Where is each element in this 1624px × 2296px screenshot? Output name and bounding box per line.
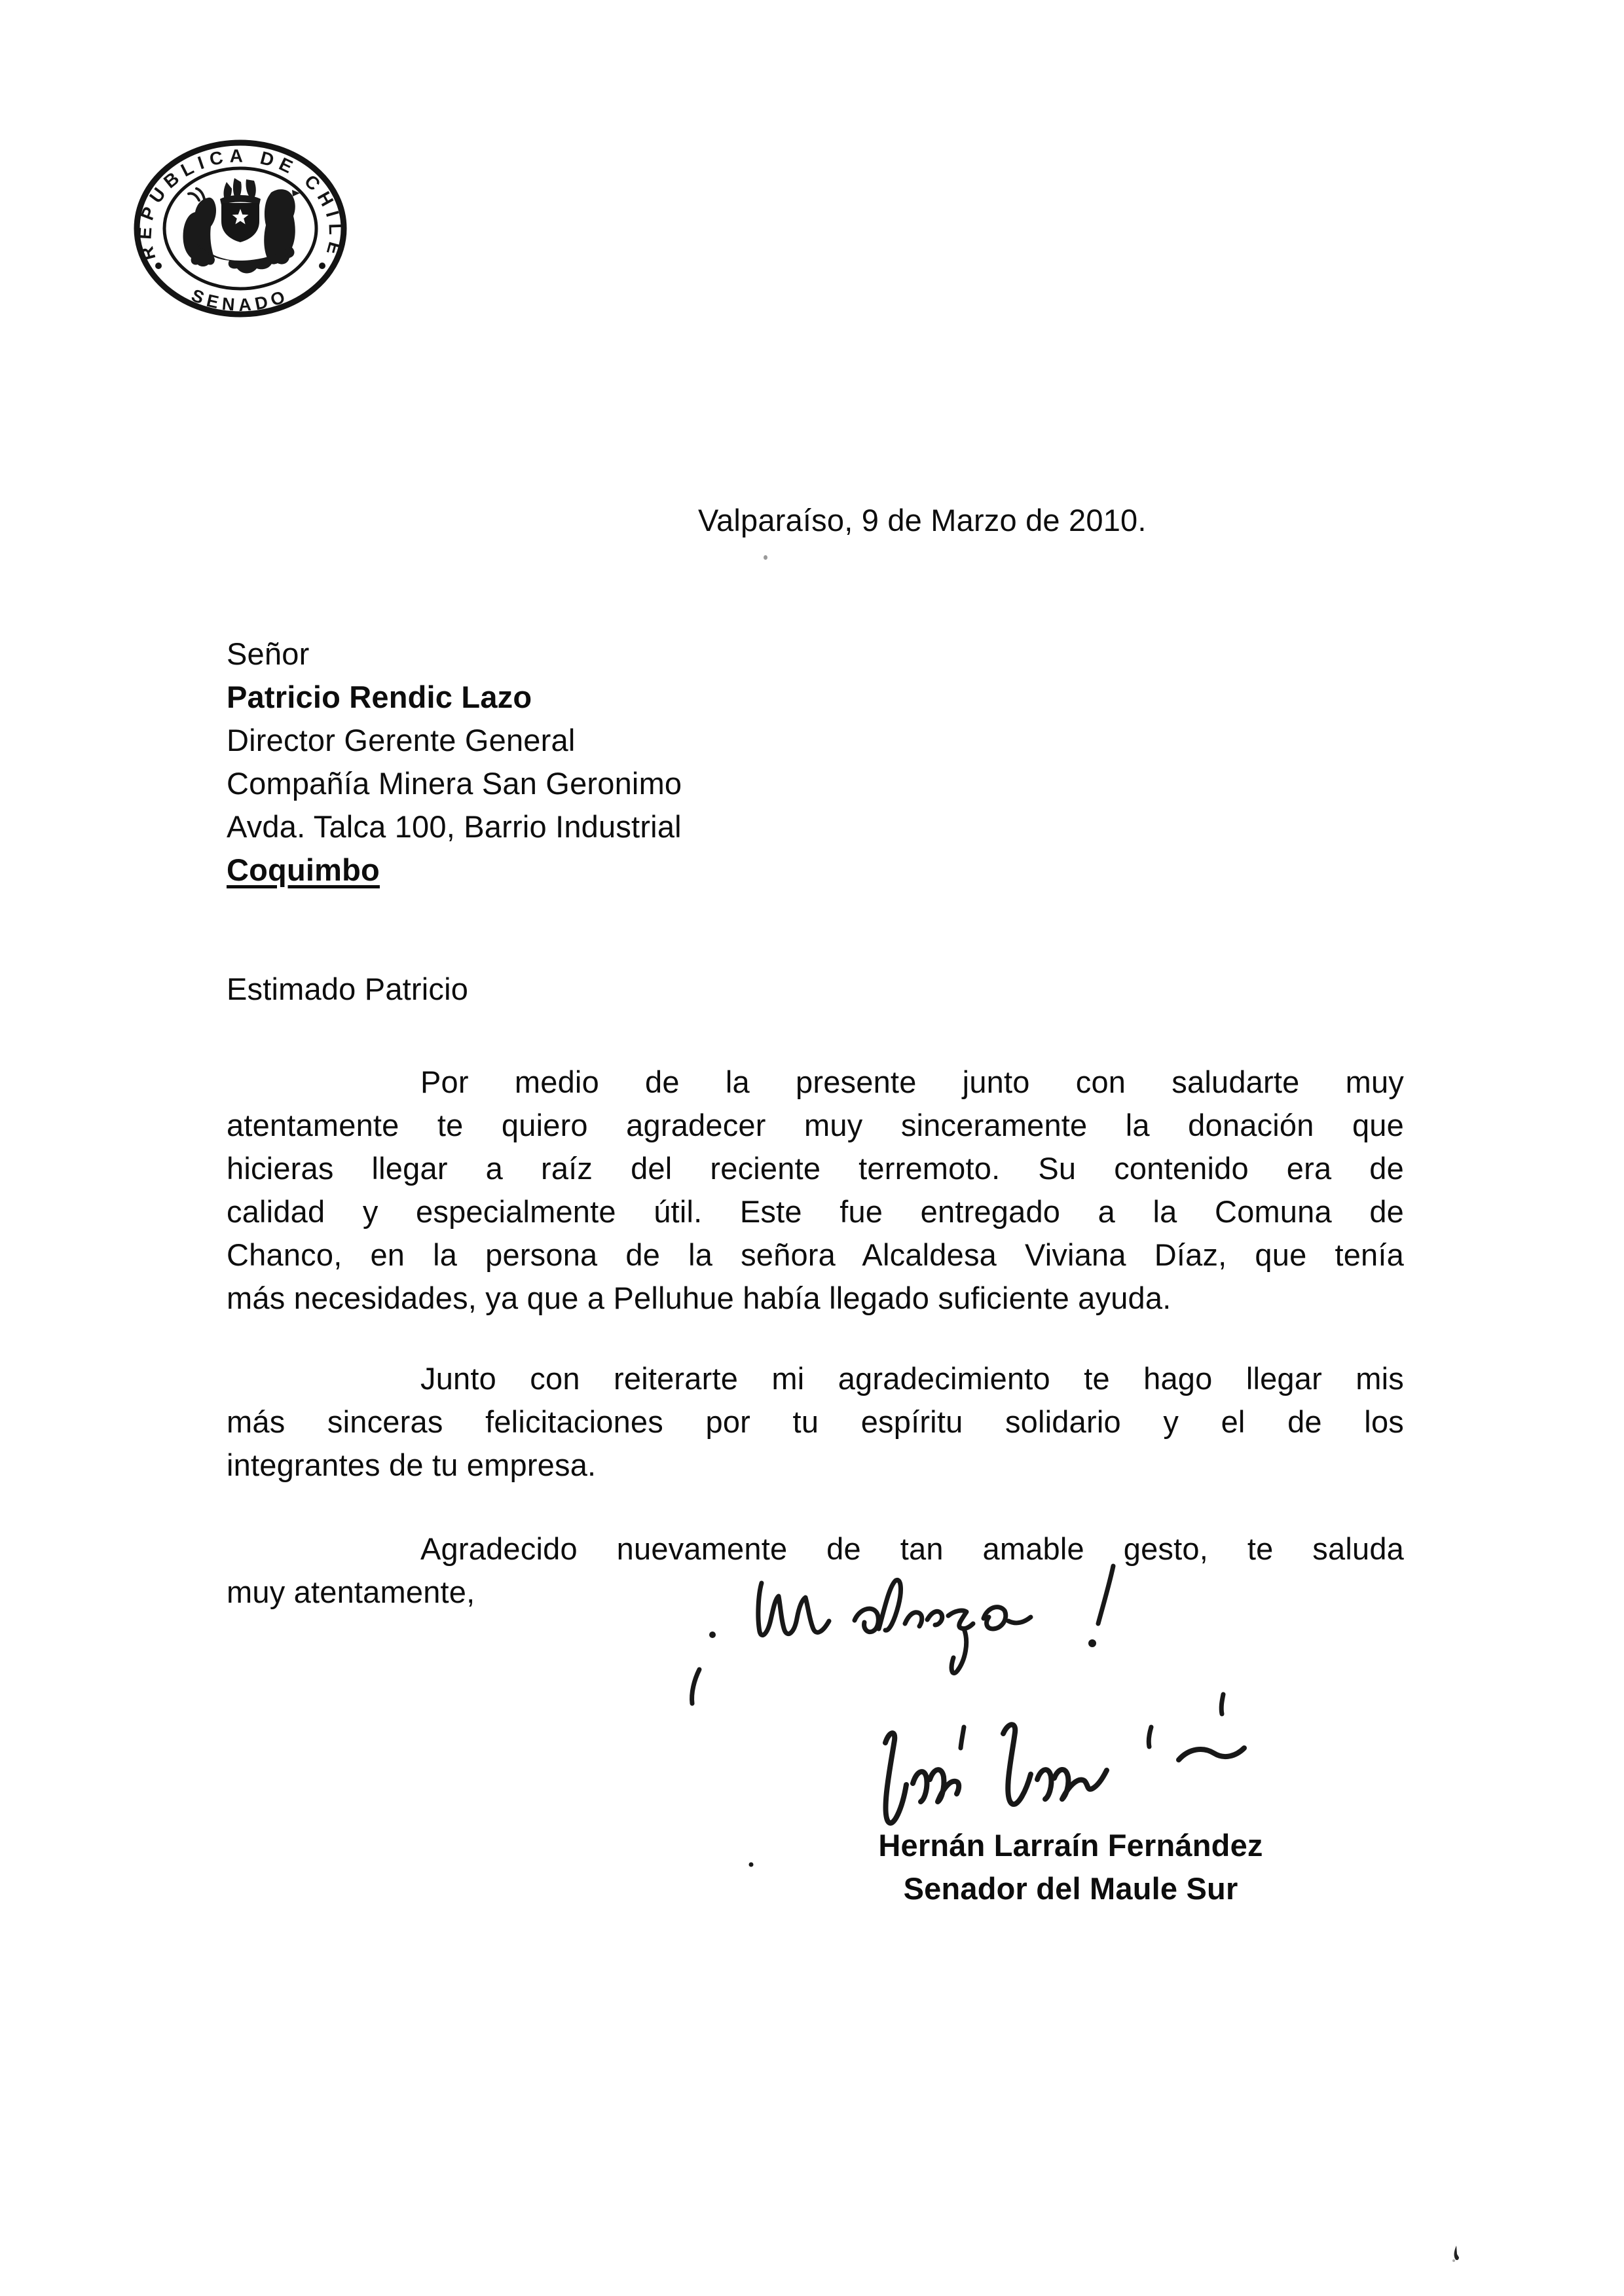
- handwriting-stroke: [1054, 1770, 1107, 1799]
- handwriting-stroke: [885, 1733, 906, 1823]
- signer-title: Senador del Maule Sur: [903, 1871, 1238, 1906]
- handwritten-signature: [885, 1724, 1244, 1823]
- ink-mark: [692, 1669, 699, 1704]
- signer-block: [743, 1824, 1398, 1910]
- handwriting-stroke: [1037, 1770, 1051, 1799]
- recipient-address: Avda. Talca 100, Barrio Industrial: [227, 809, 682, 844]
- handwriting-stroke: [879, 1580, 900, 1630]
- signer-name: Hernán Larraín Fernández: [878, 1828, 1263, 1863]
- paragraph-line: hicieras llegar a raíz del reciente terremoto. Su contenido era de: [227, 1151, 1404, 1186]
- handwriting-stroke: [984, 1607, 1006, 1629]
- handwriting-stroke: [1098, 1566, 1113, 1624]
- date-line: Valparaíso, 9 de Marzo de 2010.: [698, 503, 1147, 538]
- handwriting-stroke: [913, 1772, 927, 1802]
- recipient-city-text: Coquimbo: [227, 852, 380, 887]
- recipient-salutation: Señor: [227, 636, 310, 671]
- seal-bottom-text: SENADO: [189, 285, 292, 316]
- scan-speck: [1449, 2244, 1463, 2263]
- handwriting-stroke: [1088, 1639, 1096, 1647]
- recipient-position: Director Gerente General: [227, 723, 576, 757]
- handwriting-stroke: [948, 1611, 973, 1629]
- ink-mark: [1221, 1694, 1223, 1714]
- recipient-block: [227, 632, 682, 892]
- recipient-company: Compañía Minera San Geronimo: [227, 766, 682, 801]
- scan-speck: [764, 555, 767, 560]
- recipient-name: Patricio Rendic Lazo: [227, 680, 532, 714]
- paragraph-line: atentamente te quiero agradecer muy sinceramente la donación que: [227, 1108, 1404, 1142]
- ink-mark: [709, 1631, 716, 1638]
- handwriting-stroke: [758, 1583, 829, 1635]
- recipient-city: [227, 848, 682, 892]
- seal-left-dot: [155, 263, 162, 269]
- handwriting-stroke: [961, 1727, 964, 1748]
- body-paragraph: [227, 1357, 1404, 1487]
- handwriting-stroke: [1003, 1724, 1031, 1804]
- handwriting-stroke: [951, 1629, 967, 1673]
- paragraph-line: muy atentamente,: [227, 1575, 475, 1609]
- paragraph-line: más sinceras felicitaciones por tu espíritu solidario y el de los: [227, 1404, 1404, 1439]
- seal-coat-of-arms: [183, 178, 301, 274]
- seal-top-text: REPUBLICA DE CHILE: [134, 145, 346, 263]
- paragraph-line: Chanco, en la persona de la señora Alcaldesa Viviana Díaz, que tenía: [227, 1237, 1404, 1272]
- handwriting-stroke: [905, 1613, 922, 1626]
- handwriting-stroke: [1149, 1727, 1151, 1747]
- paragraph-line: Por medio de la presente junto con saludarte muy: [420, 1065, 1404, 1099]
- paragraph-line: Agradecido nuevamente de tan amable gesto, te saluda: [420, 1531, 1404, 1566]
- handwriting-stroke: [1179, 1748, 1244, 1760]
- paragraph-line: más necesidades, ya que a Pelluhue había llegado suficiente ayuda.: [227, 1281, 1172, 1315]
- paragraph-line: calidad y especialmente útil. Este fue entregado a la Comuna de: [227, 1194, 1404, 1229]
- handwriting-stroke: [1008, 1617, 1031, 1623]
- handwriting-stroke: [930, 1770, 959, 1802]
- body-paragraph: [227, 1061, 1404, 1320]
- handwriting-stroke: [927, 1611, 942, 1625]
- handwritten-note: [709, 1566, 1113, 1673]
- paragraph-line: integrantes de tu empresa.: [227, 1448, 597, 1482]
- handwriting-stroke: [855, 1609, 878, 1631]
- paragraph-line: Junto con reiterarte mi agradecimiento te hago llegar mis: [420, 1361, 1404, 1396]
- seal-right-dot: [319, 263, 325, 269]
- greeting: Estimado Patricio: [227, 972, 469, 1006]
- senate-seal: [131, 136, 350, 321]
